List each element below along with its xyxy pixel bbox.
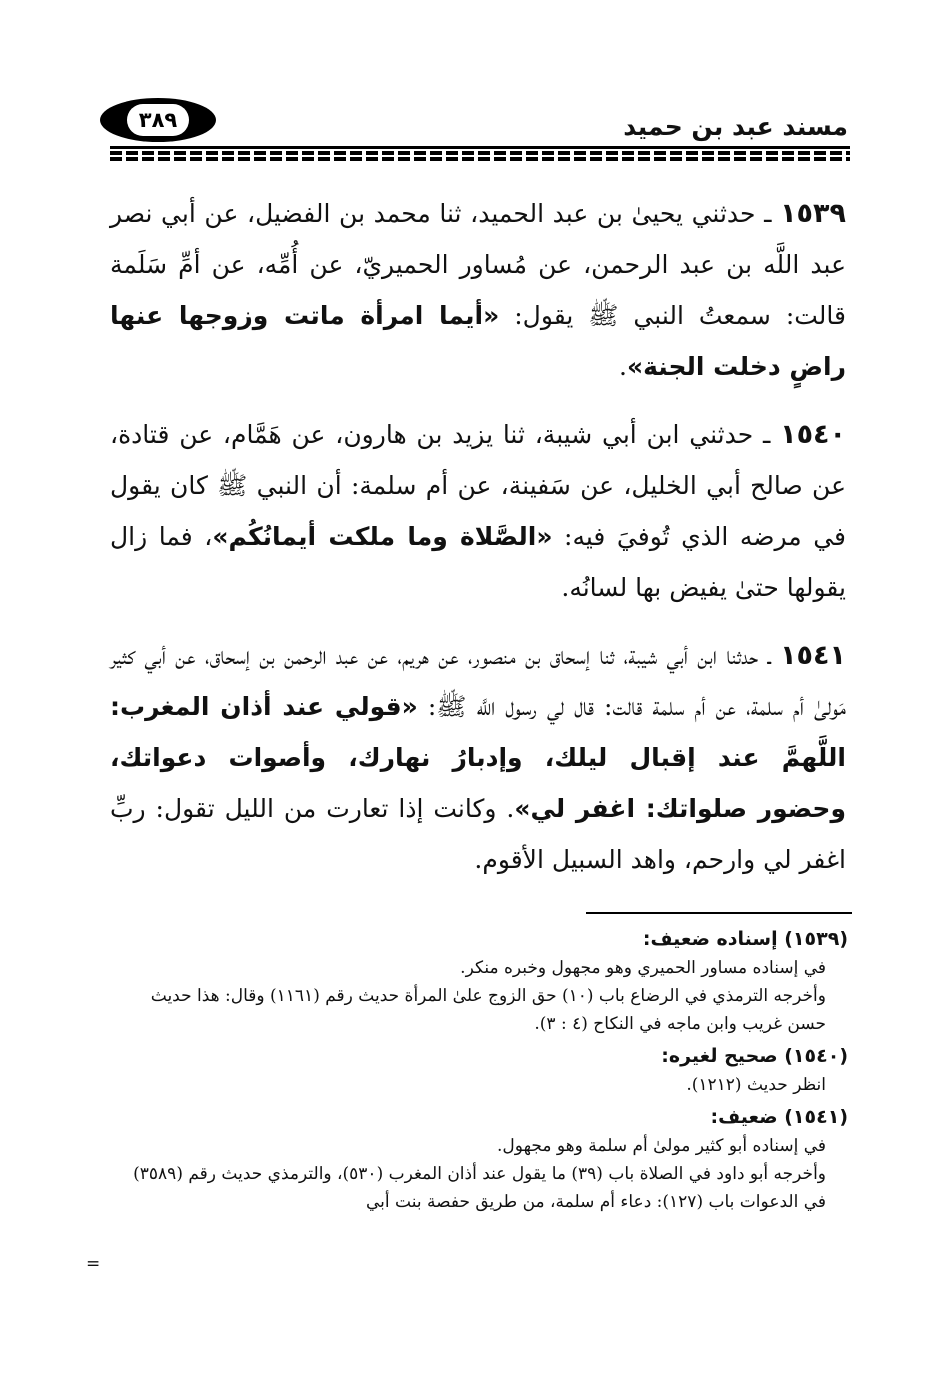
footnote: [108, 1041, 848, 1099]
isnad-text: حدثنا ابن أبي شيبة، ثنا إسحاق بن منصور، عن هريم، عن عبد الرحمن بن إسحاق، عن أبي كثير مَولىٰ أم سلمة، عن أم سلمة قالت: قال لي رسول اللَّه ﷺ:: [110, 641, 846, 721]
header-dashed-rule: [110, 157, 850, 161]
header-rule: [110, 146, 850, 149]
footnote-line: وأخرجه الترمذي في الرضاع باب (١٠) حق الزوج علىٰ المرأة حديث رقم (١١٦١) وقال: هذا حديث حسن غريب وابن ماجه في النكاح (٤ : ٣).: [150, 986, 826, 1034]
hadith-matn: «قولي عند أذان المغرب: اللَّهمَّ عند إقبال ليلك، وإدبارُ نهارك، وأصوات دعواتك، وحضور صلواتك: اغفر لي»: [110, 692, 846, 823]
hadith-entry: [110, 630, 846, 885]
page-number: ٣٨٩: [127, 104, 189, 136]
footnote-line: انظر حديث (١٢١٢).: [686, 1075, 826, 1095]
footnote-heading: (١٥٣٩) إسناده ضعيف:: [642, 928, 848, 950]
header-dashed-rule: [110, 151, 850, 155]
footnote-line: وأخرجه أبو داود في الصلاة باب (٣٩) ما يقول عند أذان المغرب (٥٣٠)، والترمذي حديث رقم (٣٥٨٩) في الدعوات باب (١٢٧): دعاء أم سلمة، من طريق حفصة بنت أبي: [133, 1164, 826, 1212]
footnote-divider: [586, 912, 852, 914]
footnote-heading: (١٥٤١) ضعيف:: [710, 1106, 848, 1128]
hadith-matn: «الصَّلاة وما ملكت أيمانُكُم»: [212, 522, 553, 551]
entry-dash: ـ: [755, 199, 781, 228]
book-title: مسند عبد بن حميد: [623, 112, 848, 141]
footnote-line: في إسناده مساور الحميري وهو مجهول وخبره منكر.: [460, 958, 826, 978]
continuation-mark: =: [86, 1254, 101, 1274]
entry-dash: ـ: [753, 420, 781, 449]
isnad-text: حدثني يحيىٰ بن عبد الحميد، ثنا محمد بن الفضيل، عن أبي نصر عبد اللَّه بن عبد الرحمن، عن مُساور الحميريّ، عن أُمِّه، عن أمِّ سَلَمة قالت: سمعتُ النبي ﷺ يقول:: [110, 199, 846, 330]
entry-dash: ـ: [758, 641, 781, 670]
entry-tail: .: [619, 352, 627, 381]
page-number-badge: [100, 98, 216, 142]
footnotes: [108, 924, 848, 1219]
entry-number: ١٥٤٠: [780, 419, 847, 450]
entry-number: ١٥٤١: [780, 640, 846, 671]
hadith-entry: [110, 409, 846, 613]
footnote: [108, 924, 848, 1038]
footnote: [108, 1102, 848, 1216]
footnote-line: في إسناده أبو كثير مولىٰ أم سلمة وهو مجهول.: [497, 1136, 826, 1156]
entry-number: ١٥٣٩: [780, 198, 846, 229]
main-text: [110, 188, 846, 885]
isnad-text: حدثني ابن أبي شيبة، ثنا يزيد بن هارون، عن هَمَّام، عن قتادة، عن صالح أبي الخليل، عن سَفينة، عن أم سلمة: أن النبي ﷺ كان يقول في مرضه الذي تُوفيَ فيه:: [110, 420, 846, 551]
hadith-matn: «أيما امرأة ماتت وزوجها عنها راضٍ دخلت الجنة»: [110, 301, 846, 381]
footnote-heading: (١٥٤٠) صحيح لغيره:: [661, 1045, 848, 1067]
entry-tail: . وكانت إذا تعارت من الليل تقول: ربِّ اغفر لي وارحم، واهد السبيل الأقوم.: [110, 794, 846, 874]
hadith-entry: [110, 188, 846, 392]
entry-tail: ، فما زال يقولها حتىٰ يفيض بها لسانُه.: [110, 522, 846, 602]
